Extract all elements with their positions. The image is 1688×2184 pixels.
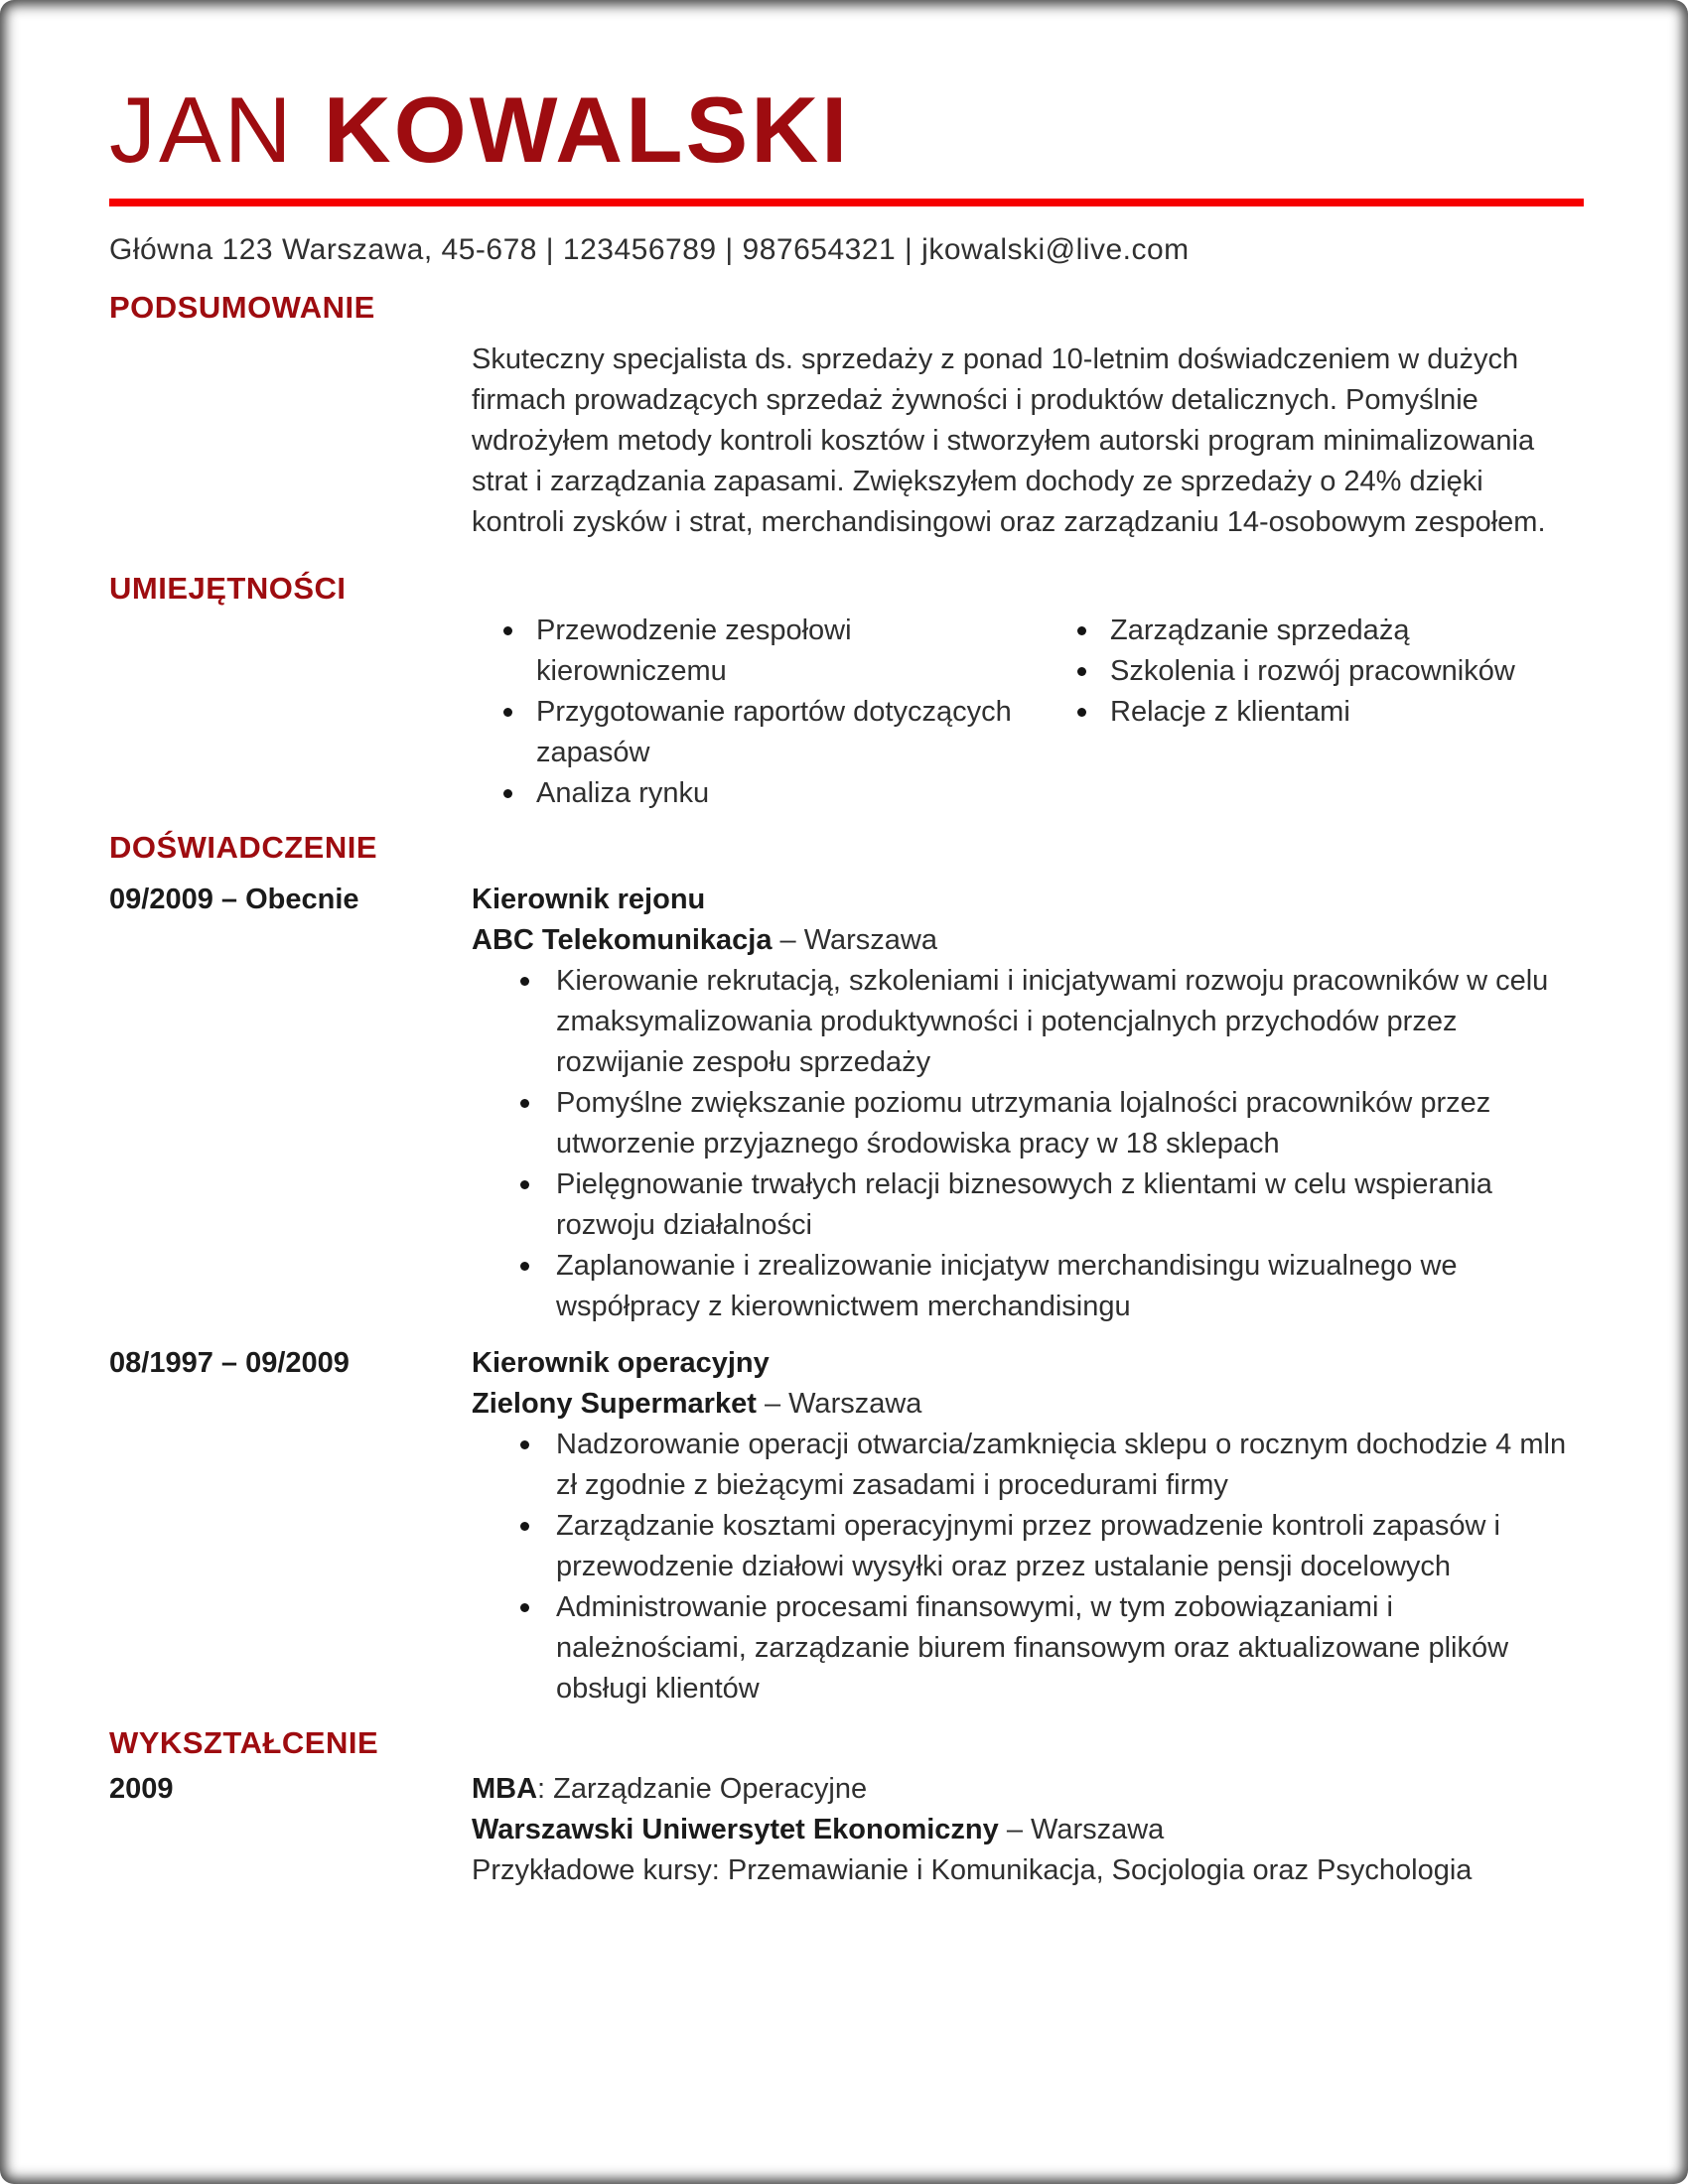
bullet-dot-icon bbox=[520, 977, 529, 986]
education-degree-detail: : Zarządzanie Operacyjne bbox=[537, 1773, 868, 1805]
candidate-first-name: JAN bbox=[109, 77, 295, 182]
job-body bbox=[472, 880, 1584, 1327]
skill-item bbox=[503, 611, 1077, 692]
bullet-dot-icon bbox=[520, 1180, 529, 1189]
company-location-separator: – bbox=[779, 924, 796, 956]
job-company-line bbox=[472, 920, 1584, 961]
bullet-dot-icon bbox=[520, 1262, 529, 1271]
candidate-last-name: KOWALSKI bbox=[323, 77, 851, 182]
job-body bbox=[472, 1343, 1584, 1709]
education-entry bbox=[109, 1769, 1584, 1891]
bullet-dot-icon bbox=[503, 708, 512, 717]
skill-item bbox=[503, 773, 1077, 814]
skill-label: Przewodzenie zespołowi kierowniczemu bbox=[536, 614, 852, 687]
education-school-line bbox=[472, 1810, 1584, 1850]
skill-item bbox=[1077, 611, 1584, 651]
bullet-dot-icon bbox=[503, 626, 512, 635]
experience-entry bbox=[109, 880, 1584, 1327]
job-location: Warszawa bbox=[803, 924, 937, 956]
education-section-heading: WYKSZTAŁCENIE bbox=[109, 1725, 379, 1760]
job-company: Zielony Supermarket bbox=[472, 1388, 757, 1420]
skill-label: Relacje z klientami bbox=[1110, 696, 1350, 728]
bullet-dot-icon bbox=[503, 789, 512, 798]
job-bullet bbox=[472, 1083, 1584, 1164]
experience-section-heading: DOŚWIADCZENIE bbox=[109, 830, 377, 865]
job-bullet bbox=[472, 1246, 1584, 1327]
education-degree: MBA bbox=[472, 1773, 538, 1805]
bullet-dot-icon bbox=[520, 1440, 529, 1449]
job-title: Kierownik rejonu bbox=[472, 884, 706, 915]
job-company: ABC Telekomunikacja bbox=[472, 924, 773, 956]
skill-label: Zarządzanie sprzedażą bbox=[1110, 614, 1410, 646]
skill-item bbox=[1077, 651, 1584, 692]
skills-section-heading: UMIEJĘTNOŚCI bbox=[109, 571, 347, 606]
education-location: Warszawa bbox=[1031, 1814, 1165, 1845]
bullet-dot-icon bbox=[1077, 626, 1086, 635]
job-location: Warszawa bbox=[788, 1388, 922, 1420]
experience-entry bbox=[109, 1343, 1584, 1709]
job-bullet-text: Kierowanie rekrutacją, szkoleniami i inicjatywami rozwoju pracowników w celu zmaksymalizowania produktywności i potencjalnych przychodów przez rozwijanie zespołu sprzedaży bbox=[556, 965, 1549, 1078]
bullet-dot-icon bbox=[1077, 667, 1086, 676]
job-bullet-text: Administrowanie procesami finansowymi, w tym zobowiązaniami i należnościami, zarządzanie biurem finansowym oraz aktualizowane plików obsługi klientów bbox=[556, 1591, 1509, 1705]
skill-label: Przygotowanie raportów dotyczących zapasów bbox=[536, 696, 1012, 768]
education-body bbox=[472, 1769, 1584, 1891]
bullet-dot-icon bbox=[520, 1603, 529, 1612]
job-bullet-text: Zaplanowanie i zrealizowanie inicjatyw merchandisingu wizualnego we współpracy z kierownictwem merchandisingu bbox=[556, 1250, 1458, 1322]
job-dates: 08/1997 – 09/2009 bbox=[109, 1347, 350, 1379]
education-degree-line bbox=[472, 1769, 1584, 1810]
job-dates: 09/2009 – Obecnie bbox=[109, 884, 359, 915]
skill-item bbox=[1077, 692, 1584, 733]
job-bullet-text: Pomyślne zwiększanie poziomu utrzymania lojalności pracowników przez utworzenie przyjaznego środowiska pracy w 18 sklepach bbox=[556, 1087, 1491, 1160]
header-divider-rule bbox=[109, 199, 1584, 206]
education-courses: Przykładowe kursy: Przemawianie i Komunikacja, Socjologia oraz Psychologia bbox=[472, 1854, 1473, 1886]
bullet-dot-icon bbox=[1077, 708, 1086, 717]
bullet-dot-icon bbox=[520, 1522, 529, 1531]
company-location-separator: – bbox=[764, 1388, 781, 1420]
job-bullet bbox=[472, 1587, 1584, 1709]
job-bullet-text: Pielęgnowanie trwałych relacji biznesowych z klientami w celu wspierania rozwoju działalności bbox=[556, 1168, 1492, 1241]
job-bullet-text: Zarządzanie kosztami operacyjnymi przez prowadzenie kontroli zapasów i przewodzenie działowi wysyłki oraz przez ustalanie pensji docelowych bbox=[556, 1510, 1500, 1582]
skill-label: Szkolenia i rozwój pracowników bbox=[1110, 655, 1515, 687]
skills-list bbox=[472, 611, 1584, 814]
resume-content bbox=[109, 0, 1584, 1891]
bullet-dot-icon bbox=[520, 1099, 529, 1108]
education-year: 2009 bbox=[109, 1773, 174, 1805]
skills-column-right bbox=[1077, 611, 1584, 814]
contact-line: Główna 123 Warszawa, 45-678 | 123456789 | 987654321 | jkowalski@live.com bbox=[109, 233, 1190, 266]
job-bullet-list bbox=[472, 1425, 1584, 1709]
job-title: Kierownik operacyjny bbox=[472, 1347, 770, 1379]
job-bullet-list bbox=[472, 961, 1584, 1327]
job-company-line bbox=[472, 1384, 1584, 1425]
skill-item bbox=[503, 692, 1077, 773]
candidate-name bbox=[109, 77, 1584, 182]
summary-text: Skuteczny specjalista ds. sprzedaży z ponad 10-letnim doświadczeniem w dużych firmach prowadzących sprzedaż żywności i produktów detalicznych. Pomyślnie wdrożyłem metody kontroli kosztów i stworzyłem autorski program minimalizowania strat i zarządzania zapasami. Zwiększyłem dochody ze sprzedaży o 24% dzięki kontroli zysków i strat, merchandisingowi oraz zarządzaniu 14-osobowym zespołem. bbox=[472, 343, 1546, 538]
job-bullet bbox=[472, 1164, 1584, 1246]
job-bullet-text: Nadzorowanie operacji otwarcia/zamknięcia sklepu o rocznym dochodzie 4 mln zł zgodnie z bieżącymi zasadami i procedurami firmy bbox=[556, 1429, 1567, 1501]
skill-label: Analiza rynku bbox=[536, 777, 710, 809]
summary-section-heading: PODSUMOWANIE bbox=[109, 290, 375, 325]
job-bullet bbox=[472, 961, 1584, 1083]
skills-column-left bbox=[503, 611, 1077, 814]
education-school: Warszawski Uniwersytet Ekonomiczny bbox=[472, 1814, 999, 1845]
job-bullet bbox=[472, 1425, 1584, 1506]
school-location-separator: – bbox=[1006, 1814, 1023, 1845]
job-bullet bbox=[472, 1506, 1584, 1587]
